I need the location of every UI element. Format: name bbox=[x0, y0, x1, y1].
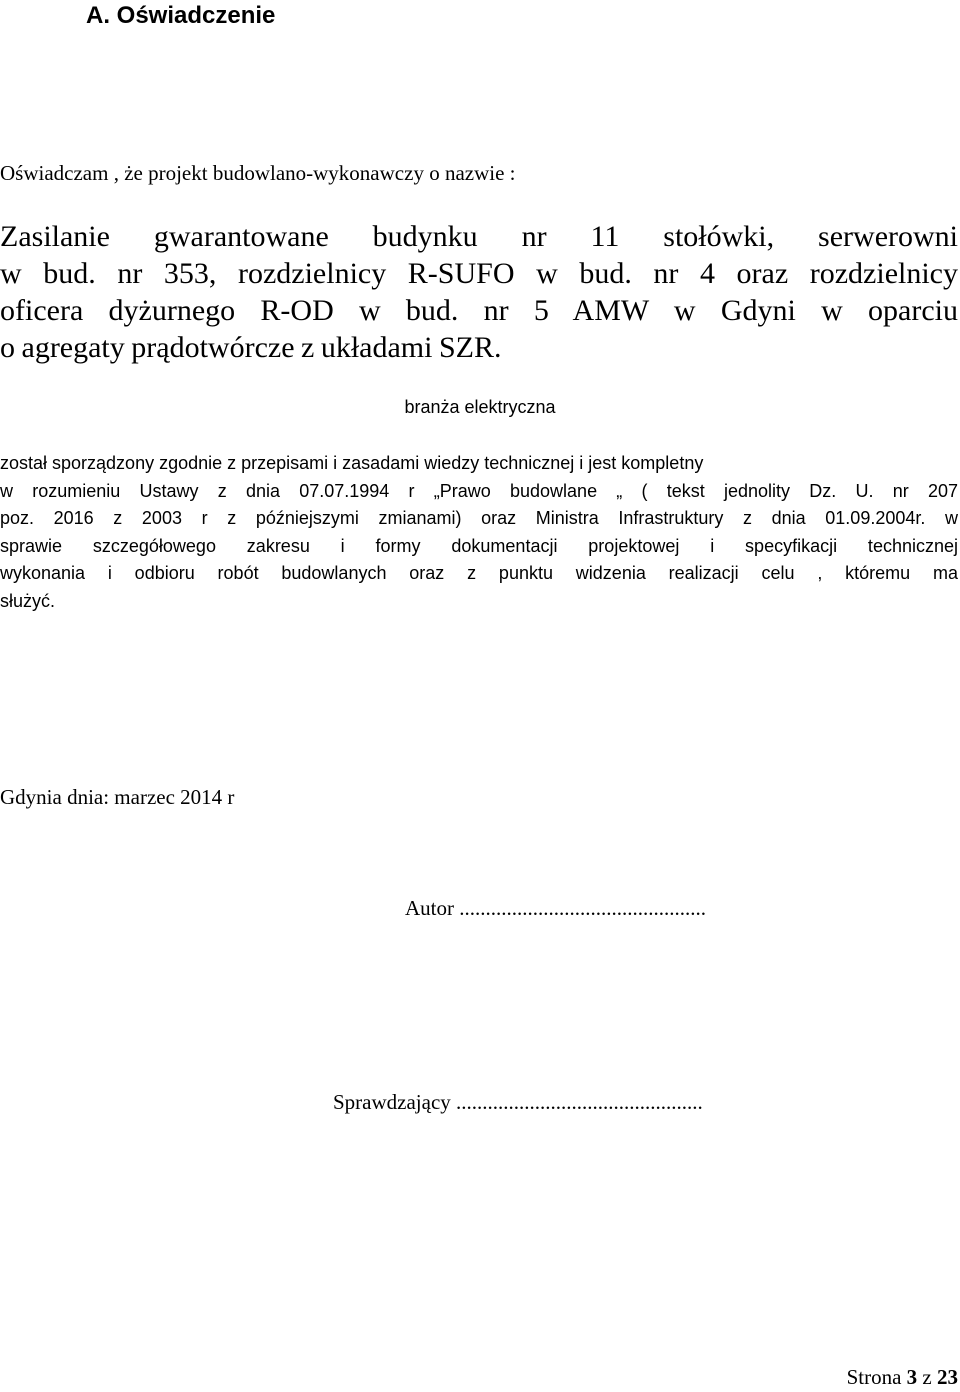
body-line: sprawie szczegółowego zakresu i formy dokumentacji projektowej i specyfikacji technicznej bbox=[0, 535, 958, 556]
body-line: w rozumieniu Ustawy z dnia 07.07.1994 r „Prawo budowlane „ ( tekst jednolity Dz. U. nr 207 bbox=[0, 480, 958, 501]
page-total: 23 bbox=[937, 1365, 958, 1389]
body-line: służyć. bbox=[0, 590, 56, 611]
page-number bbox=[847, 1362, 958, 1392]
page-separator: z bbox=[922, 1365, 932, 1389]
place-and-date: Gdynia dnia: marzec 2014 r bbox=[0, 785, 235, 809]
page-current: 3 bbox=[906, 1365, 918, 1389]
declaration-intro: Oświadczam , że projekt budowlano-wykonawczy o nazwie : bbox=[0, 161, 516, 185]
checker-signature-line: Sprawdzający ............................................... bbox=[333, 1090, 703, 1114]
project-title-line: oficera dyżurnego R-OD w bud. nr 5 AMW w Gdyni w oparciu bbox=[0, 294, 958, 327]
body-line: wykonania i odbioru robót budowlanych oraz z punktu widzenia realizacji celu , któremu ma bbox=[0, 563, 958, 584]
page-label: Strona bbox=[846, 1365, 902, 1389]
body-line: poz. 2016 z 2003 r z późniejszymi zmianami) oraz Ministra Infrastruktury z dnia 01.09.2004r. w bbox=[0, 508, 958, 529]
section-heading: A. Oświadczenie bbox=[86, 2, 276, 29]
project-title-line: o agregaty prądotwórcze z układami SZR. bbox=[0, 331, 502, 364]
body-line: został sporządzony zgodnie z przepisami i zasadami wiedzy technicznej i jest kompletny bbox=[0, 453, 704, 473]
project-title-line: w bud. nr 353, rozdzielnicy R-SUFO w bud. nr 4 oraz rozdzielnicy bbox=[0, 257, 958, 290]
project-title bbox=[0, 218, 958, 366]
project-title-line: Zasilanie gwarantowane budynku nr 11 stołówki, serwerowni bbox=[0, 220, 958, 253]
branch-label: branża elektryczna bbox=[404, 397, 556, 417]
author-signature-line: Autor ............................................... bbox=[405, 896, 706, 920]
declaration-body bbox=[0, 450, 958, 616]
